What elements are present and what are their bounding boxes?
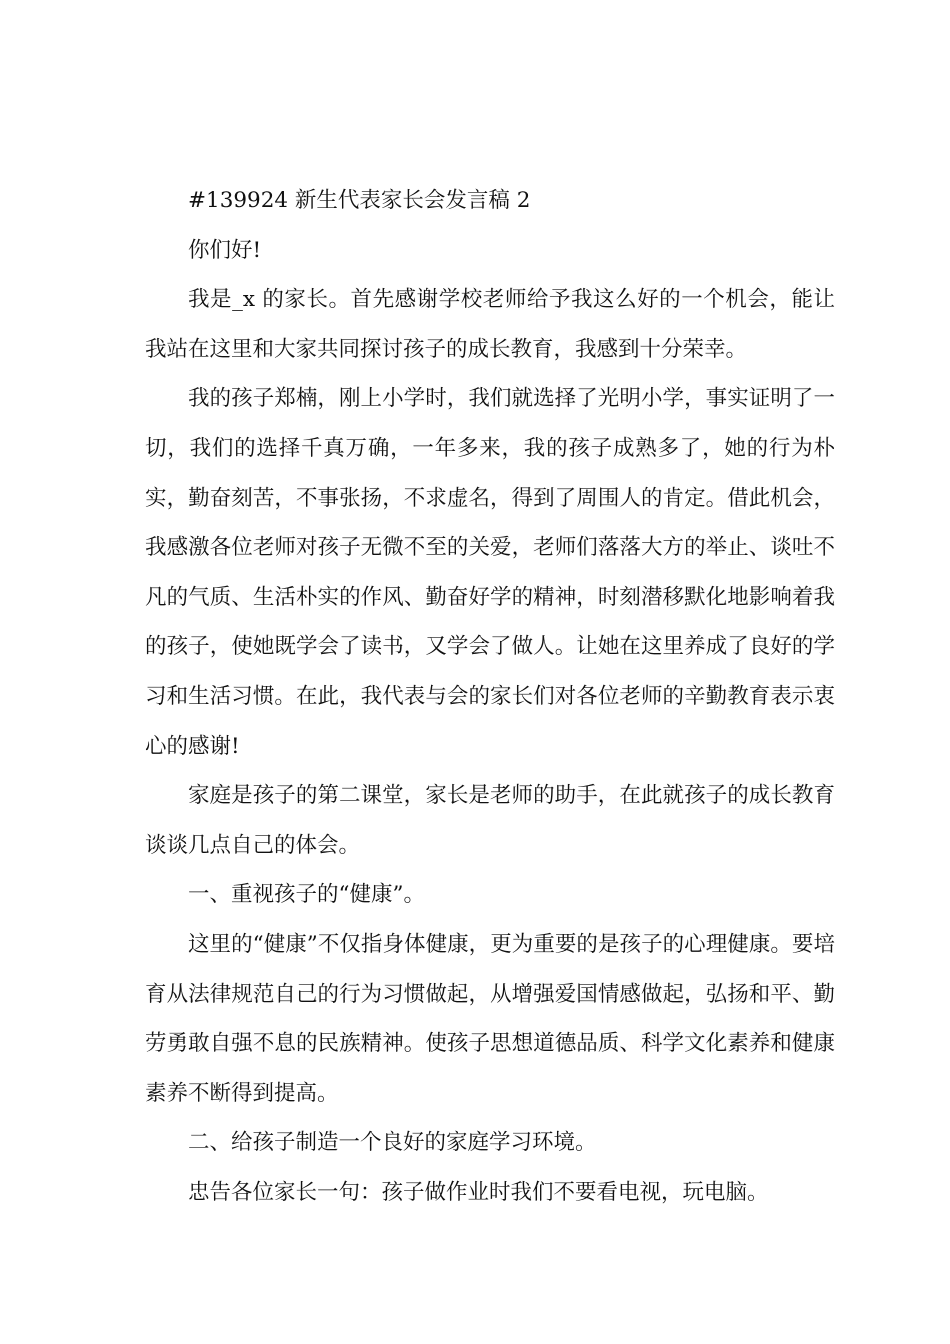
document-body [145,176,835,1217]
section-heading-environment: 二、给孩子制造一个良好的家庭学习环境。 [188,1130,597,1156]
document-title: #139924 新生代表家长会发言稿 2 [188,188,531,213]
paragraph-advice: 忠告各位家长一句：孩子做作业时我们不要看电视，玩电脑。 [188,1179,769,1205]
paragraph-greeting: 你们好! [188,237,262,263]
paragraph-health: 这里的“健康”不仅指身体健康，更为重要的是孩子的心理健康。要培育从法律规范自己的行为习惯做起，从增强爱国情感做起，弘扬和平、勤劳勇敢自强不息的民族精神。使孩子思想道德品质、科学文化素养和健康素养不断得到提高。 [145,931,835,1106]
section-heading-health: 一、重视孩子的“健康”。 [188,882,425,908]
paragraph-family-classroom: 家庭是孩子的第二课堂，家长是老师的助手，在此就孩子的成长教育谈谈几点自己的体会。 [145,783,835,858]
paragraph-intro: 我是_x 的家长。首先感谢学校老师给予我这么好的一个机会，能让我站在这里和大家共同探讨孩子的成长教育，我感到十分荣幸。 [145,287,835,362]
paragraph-child: 我的孩子郑楠，刚上小学时，我们就选择了光明小学，事实证明了一切，我们的选择千真万确，一年多来，我的孩子成熟多了，她的行为朴实，勤奋刻苦，不事张扬，不求虚名，得到了周围人的肯定。借此机会，我感激各位老师对孩子无微不至的关爱，老师们落落大方的举止、谈吐不凡的气质、生活朴实的作风、勤奋好学的精神，时刻潜移默化地影响着我的孩子，使她既学会了读书，又学会了做人。让她在这里养成了良好的学习和生活习惯。在此，我代表与会的家长们对各位老师的辛勤教育表示衷心的感谢! [145,386,835,759]
